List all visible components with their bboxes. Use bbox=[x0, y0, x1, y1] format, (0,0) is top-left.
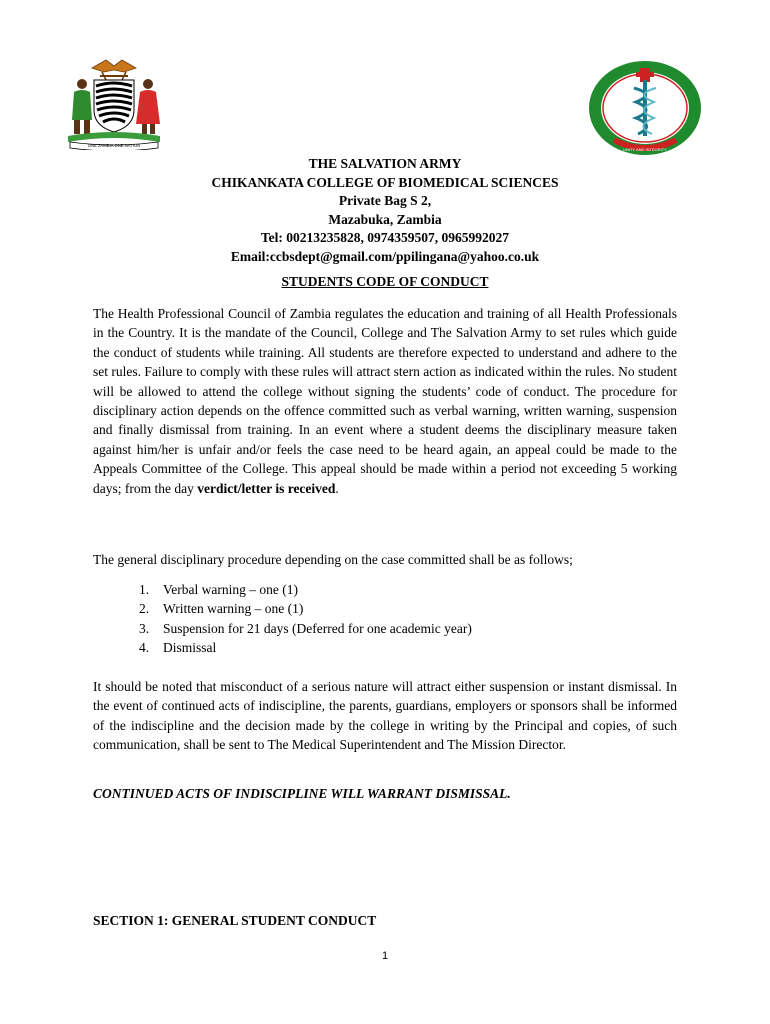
intro-text: The Health Professional Council of Zambia regulates the education and training of all Health Professionals in the Country. It is the mandate of the Council, College and The Salvation Army to set rules which guide the conduct of students while training. All students are therefore expected to understand and adhere to the set rules. Failure to comply with these rules will attract stern action as indicated within the rules. No student will be allowed to attend the college without signing the students’ code of conduct. The procedure for disciplinary action depends on the offence committed such as verbal warning, written warning, suspension and finally dismissal from training. In an event where a student deems the disciplinary measure taken against him/her is unfair and/or feels the case need to be heard again, an appeal could be made to the Appeals Committee of the College. This appeal should be made within a period not exceeding 5 working days; from the day bbox=[93, 306, 677, 496]
list-number: 1. bbox=[139, 582, 150, 597]
misconduct-paragraph: It should be noted that misconduct of a serious nature will attract either suspension or instant dismissal. In the event of continued acts of indiscipline, the parents, guardians, employers or sponsors shall be informed of the indiscipline and the decision made by the college in writing by the Principal and copies, of such communication, shall be sent to The Medical Superintendent and The Mission Director. bbox=[93, 679, 677, 753]
procedure-intro: The general disciplinary procedure depending on the case committed shall be as follows; bbox=[93, 552, 573, 567]
intro-end: . bbox=[335, 480, 339, 496]
list-item bbox=[139, 580, 472, 599]
address-line-1: Private Bag S 2, bbox=[338, 193, 432, 208]
college-crest-motto: UNITY AND INTEGRITY bbox=[623, 147, 667, 152]
list-text: Written warning – one (1) bbox=[163, 601, 304, 617]
list-number: 2. bbox=[139, 601, 150, 617]
organization-name: THE SALVATION ARMY bbox=[308, 156, 462, 171]
list-text: Suspension for 21 days (Deferred for one academic year) bbox=[163, 620, 472, 636]
college-crest-logo bbox=[586, 58, 704, 158]
coat-of-arms-motto: ONE ZAMBIA ONE NATION bbox=[87, 143, 141, 148]
section-heading: SECTION 1: GENERAL STUDENT CONDUCT bbox=[93, 913, 377, 928]
email: Email:ccbsdept@gmail.com/ppilingana@yahoo.co.uk bbox=[230, 248, 540, 264]
list-item bbox=[139, 599, 472, 618]
college-name: CHIKANKATA COLLEGE OF BIOMEDICAL SCIENCES bbox=[211, 174, 559, 190]
intro-bold-text: verdict/letter is received bbox=[197, 480, 336, 496]
telephone: Tel: 00213235828, 0974359507, 0965992027 bbox=[260, 230, 510, 245]
list-text: Dismissal bbox=[163, 640, 217, 656]
letterhead bbox=[0, 155, 770, 266]
list-text: Verbal warning – one (1) bbox=[163, 582, 298, 597]
dismissal-warning: CONTINUED ACTS OF INDISCIPLINE WILL WARRANT DISMISSAL. bbox=[93, 786, 511, 801]
intro-paragraph bbox=[93, 304, 677, 498]
list-item bbox=[139, 619, 472, 638]
coat-of-arms-logo bbox=[62, 58, 166, 150]
list-item bbox=[139, 638, 472, 657]
address-line-2: Mazabuka, Zambia bbox=[328, 211, 442, 227]
list-number: 4. bbox=[139, 640, 150, 656]
page-number: 1 bbox=[381, 950, 389, 962]
document-title: STUDENTS CODE OF CONDUCT bbox=[281, 274, 489, 289]
list-number: 3. bbox=[139, 620, 150, 636]
procedure-list bbox=[139, 580, 472, 658]
